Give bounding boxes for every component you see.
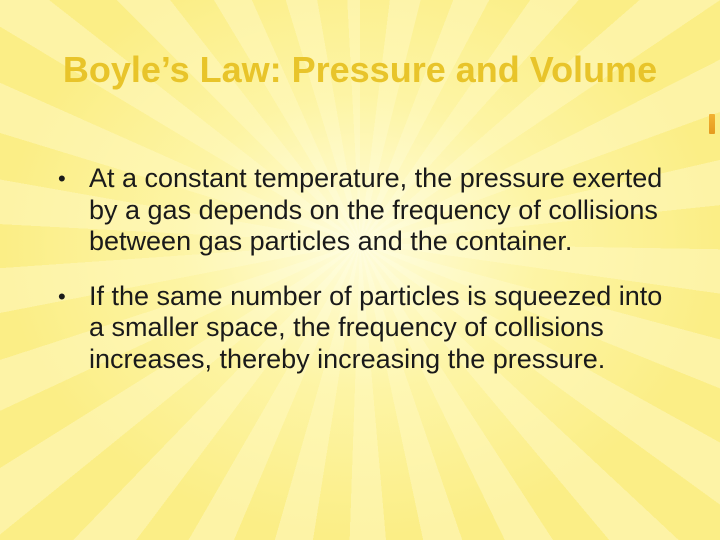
bullet-item <box>56 281 666 376</box>
bullet-text: At a constant temperature, the pressure exerted by a gas depends on the frequency of collisions between gas particles and the container. <box>89 163 663 256</box>
bullet-marker: • <box>58 283 66 309</box>
bullet-list <box>56 163 666 398</box>
slide-title: Boyle’s Law: Pressure and Volume <box>62 49 658 90</box>
bullet-text: If the same number of particles is squeezed into a smaller space, the frequency of collisions increases, thereby increasing the pressure. <box>89 280 663 374</box>
bullet-marker: • <box>58 166 66 191</box>
bullet-item <box>56 163 666 258</box>
edge-marker <box>709 114 715 134</box>
